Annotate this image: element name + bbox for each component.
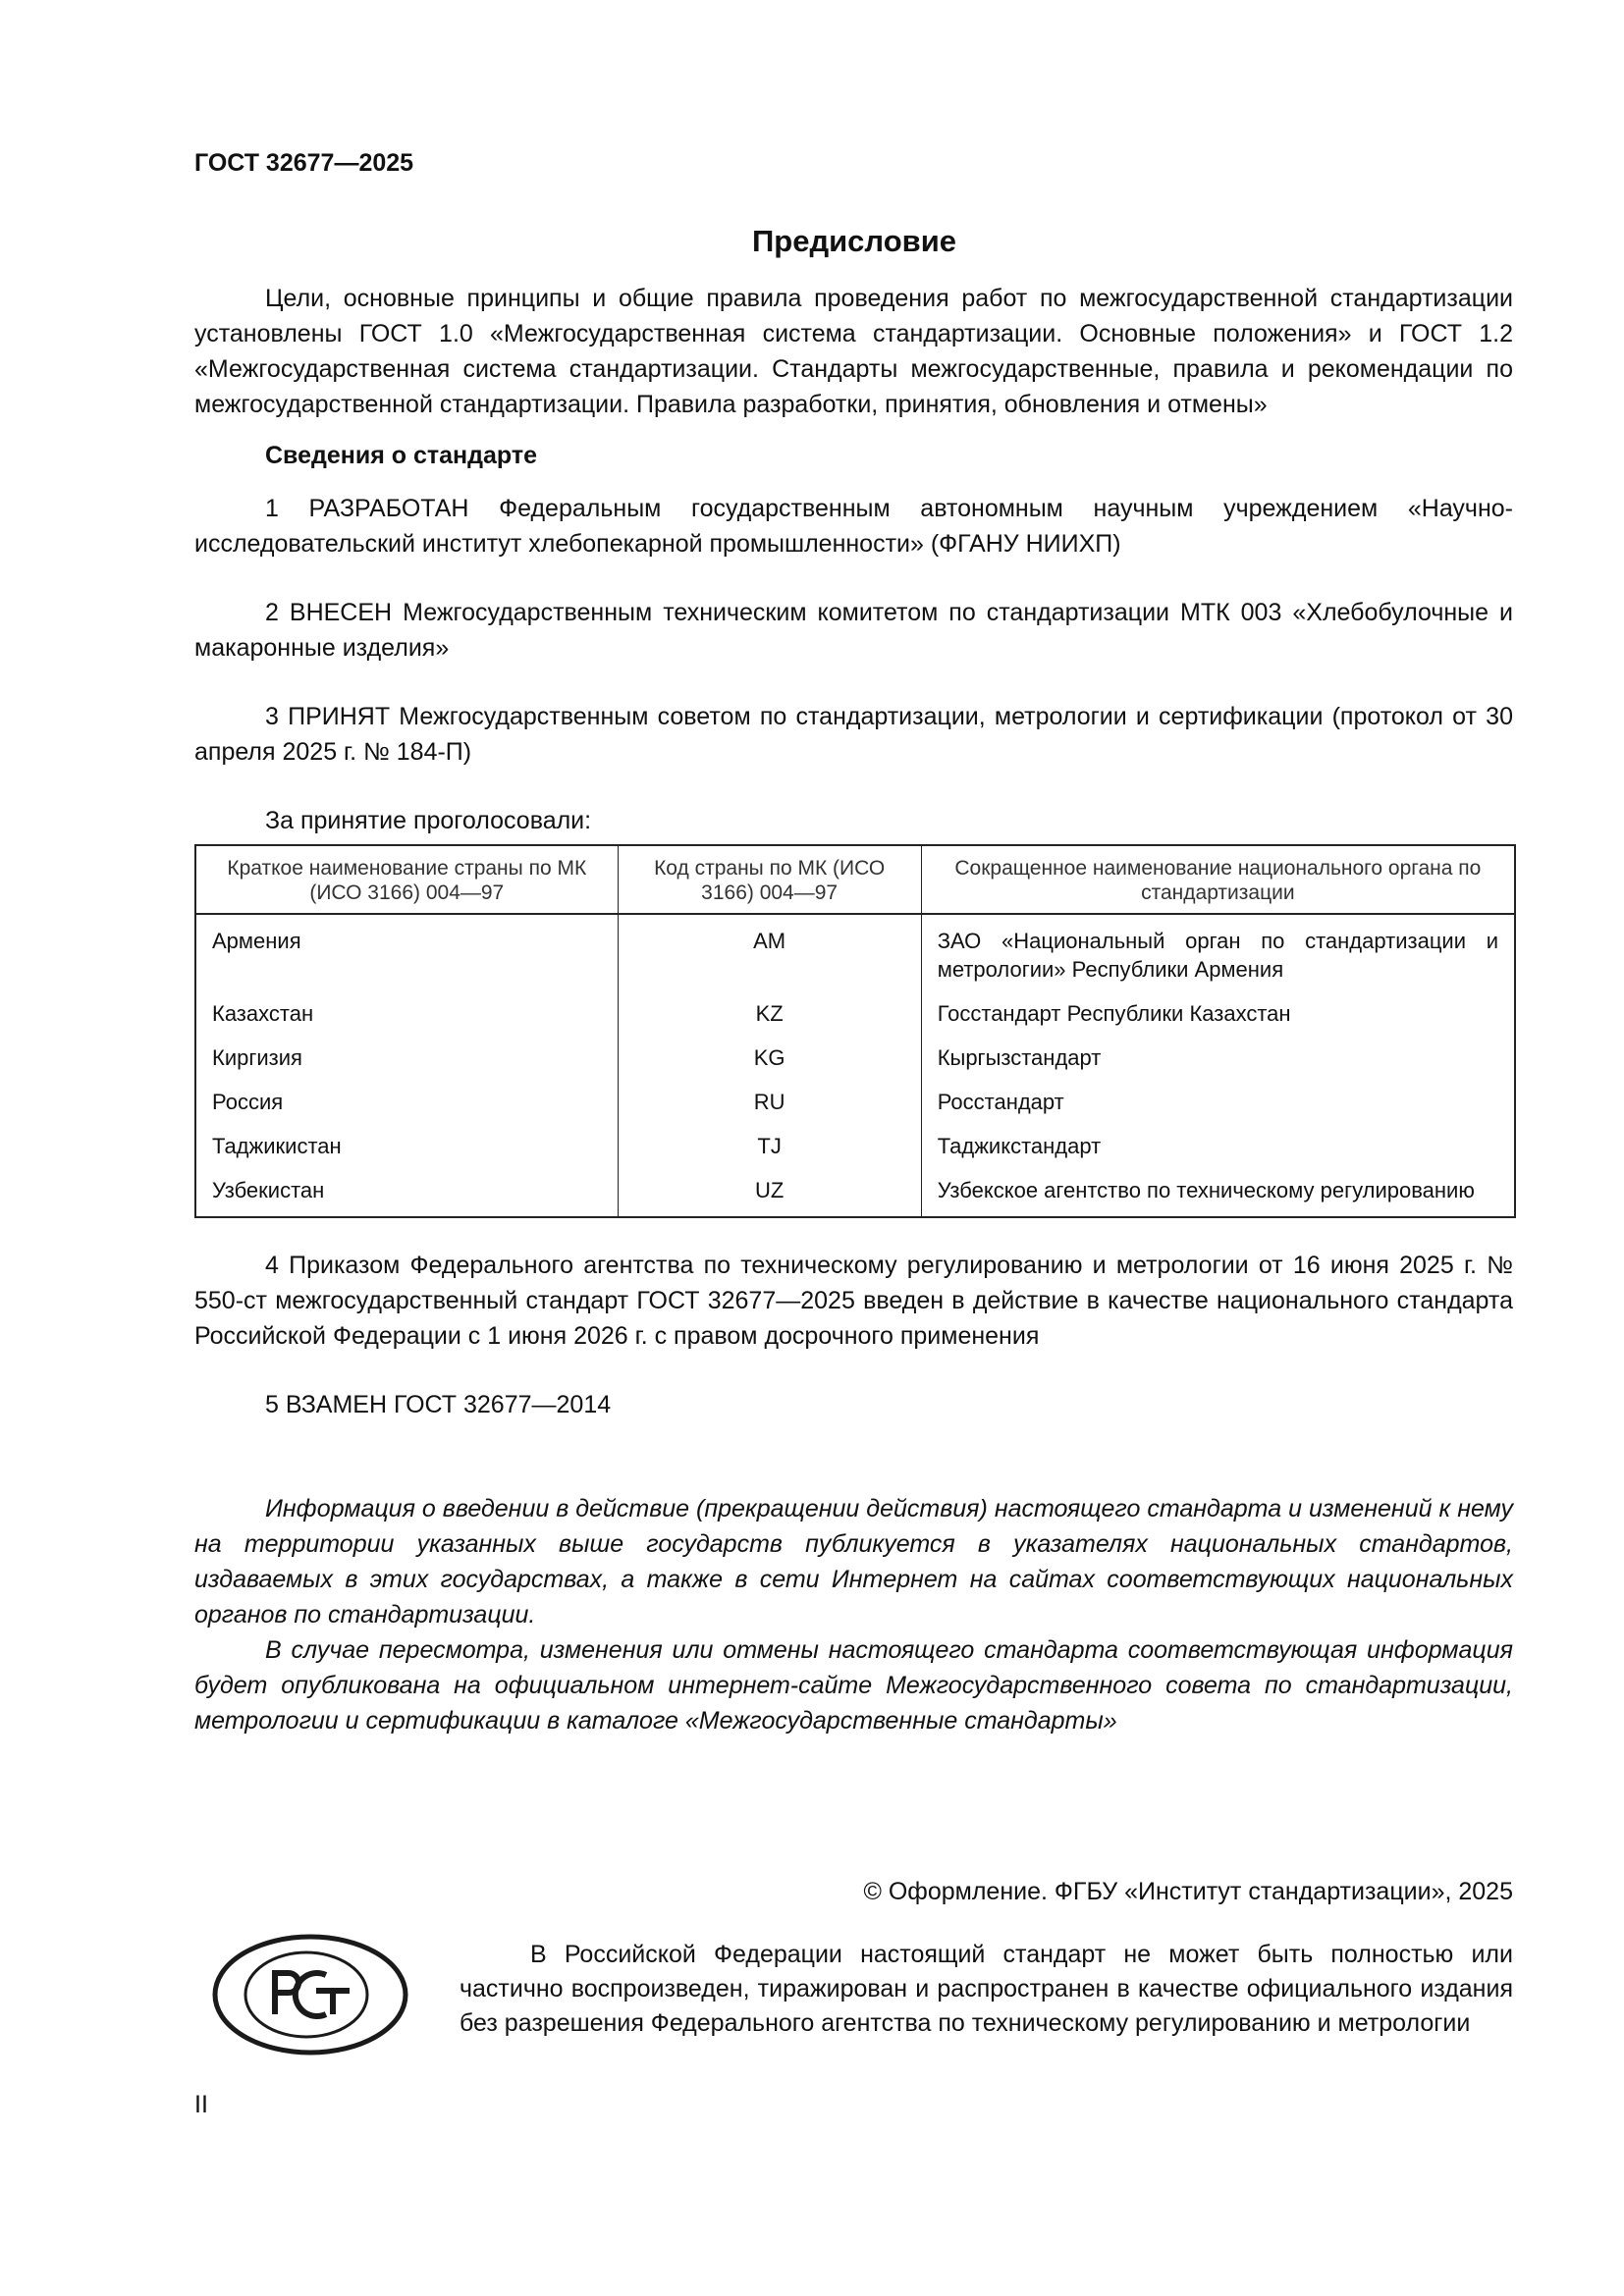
country-cell: Таджикистан [195, 1127, 618, 1171]
code-cell: UZ [618, 1171, 921, 1217]
table-header-code: Код страны по МК (ИСО 3166) 004—97 [618, 845, 921, 914]
country-cell: Узбекистан [195, 1171, 618, 1217]
document-header: ГОСТ 32677—2025 [194, 149, 414, 177]
copyright-line: © Оформление. ФГБУ «Институт стандартизации», 2025 [863, 1878, 1513, 1905]
org-cell: Таджикстандарт [937, 1134, 1102, 1158]
italic-note: В случае пересмотра, изменения или отмены настоящего стандарта соответствующая информация будет опубликована на официальном интернет-сайте Межгосударственного совета по стандартизации, метрологии и сертификации в каталоге «Межгосударственные стандарты» [194, 1636, 1513, 1735]
org-cell: Узбекское агентство по техническому регулированию [937, 1178, 1475, 1202]
italic-note: Информация о введении в действие (прекращении действия) настоящего стандарта и изменений к нему на территории указанных выше государств публикуется в указателях национальных стандартов, издаваемых в этих государствах, а также в сети Интернет на сайтах соответствующих национальных органов по стандартизации. [194, 1495, 1513, 1629]
org-cell: Кыргызстандарт [937, 1045, 1102, 1070]
org-cell: Госстандарт Республики Казахстан [937, 1001, 1291, 1026]
table-header-row [195, 845, 1515, 914]
rst-logo [210, 1932, 411, 2059]
item-3: 3 ПРИНЯТ Межгосударственным советом по стандартизации, метрологии и сертификации (протокол от 30 апреля 2025 г. № 184-П) [194, 703, 1513, 766]
item-2: 2 ВНЕСЕН Межгосударственным техническим комитетом по стандартизации МТК 003 «Хлебобулочные и макаронные изделия» [194, 599, 1513, 662]
item-5: 5 ВЗАМЕН ГОСТ 32677—2014 [265, 1391, 612, 1418]
org-cell: Росстандарт [937, 1090, 1064, 1114]
org-cell: ЗАО «Национальный орган по стандартизации и метрологии» Республики Армения [937, 929, 1498, 982]
code-cell: AM [618, 914, 921, 994]
table-row [195, 1083, 1515, 1127]
italic-notes [194, 1491, 1513, 1738]
intro-paragraph: Цели, основные принципы и общие правила проведения работ по межгосударственной стандартизации установлены ГОСТ 1.0 «Межгосударственная система стандартизации. Основные положения» и ГОСТ 1.2 «Межгосударственная система стандартизации. Стандарты межгосударственные, правила и рекомендации по межгосударственной стандартизации. Правила разработки, принятия, обновления и отмены» [194, 285, 1513, 418]
vote-intro: За принятие проголосовали: [265, 807, 592, 834]
country-cell: Россия [195, 1083, 618, 1127]
table-row [195, 914, 1515, 994]
table-row [195, 1171, 1515, 1217]
code-cell: RU [618, 1083, 921, 1127]
content-body [194, 281, 1513, 1738]
item-4: 4 Приказом Федерального агентства по техническому регулированию и метрологии от 16 июня 2025 г. № 550-ст межгосударственный стандарт ГОСТ 32677—2025 введен в действие в качестве национального стандарта Российской Федерации с 1 июня 2026 г. с правом досрочного применения [194, 1252, 1513, 1350]
table-header-country: Краткое наименование страны по МК (ИСО 3166) 004—97 [195, 845, 618, 914]
notice-text: В Российской Федерации настоящий стандарт не может быть полностью или частично воспроизведен, тиражирован и распространен в качестве официального издания без разрешения Федерального агентства по техническому регулированию и метрологии [460, 1941, 1513, 2037]
table-row [195, 1039, 1515, 1083]
page-number: II [194, 2091, 208, 2118]
voting-table [194, 844, 1516, 1218]
country-cell: Армения [195, 914, 618, 994]
country-cell: Киргизия [195, 1039, 618, 1083]
rst-logo-icon [210, 1932, 411, 2059]
table-header-org: Сокращенное наименование национального органа по стандартизации [921, 845, 1515, 914]
code-cell: KG [618, 1039, 921, 1083]
page-title: Предисловие [751, 224, 956, 258]
country-cell: Казахстан [195, 994, 618, 1039]
item-1: 1 РАЗРАБОТАН Федеральным государственным автономным научным учреждением «Научно-исследовательский институт хлебопекарной промышленности» (ФГАНУ НИИХП) [194, 495, 1513, 558]
copyright-notice [460, 1938, 1513, 2041]
table-row [195, 1127, 1515, 1171]
table-row [195, 994, 1515, 1039]
code-cell: KZ [618, 994, 921, 1039]
code-cell: TJ [618, 1127, 921, 1171]
info-heading: Сведения о стандарте [265, 442, 538, 469]
